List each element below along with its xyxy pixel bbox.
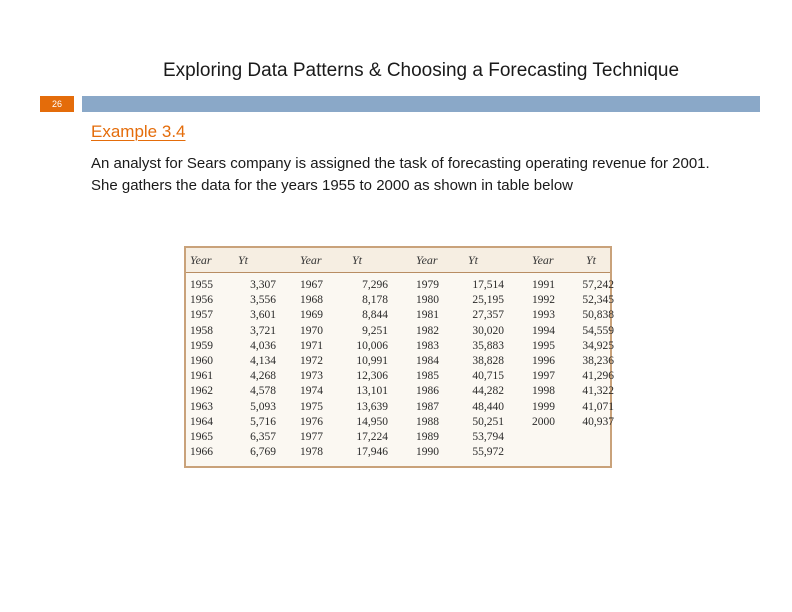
table-cell-value: 27,357 <box>472 309 504 322</box>
table-cell-value: 30,020 <box>472 324 504 337</box>
table-cell-year: 1998 <box>532 385 555 398</box>
revenue-data-table <box>184 246 612 468</box>
table-cell-value: 14,950 <box>356 415 388 428</box>
table-cell-value: 12,306 <box>356 370 388 383</box>
header-year: Year <box>300 253 322 267</box>
table-cell-year: 1994 <box>532 324 555 337</box>
table-cell-year: 1974 <box>300 385 323 398</box>
table-cell-value: 4,578 <box>250 385 276 398</box>
table-cell-year: 1972 <box>300 355 323 367</box>
table-cell-year: 1982 <box>416 324 439 337</box>
table-cell-value: 5,093 <box>250 400 276 413</box>
table-cell-value: 57,242 <box>582 279 614 291</box>
table-cell-year: 1991 <box>532 279 555 291</box>
table-cell-value: 25,195 <box>472 294 504 307</box>
table-cell-year: 1977 <box>300 431 323 443</box>
table-cell-year: 1983 <box>416 339 439 352</box>
header-value: Yt <box>468 253 479 267</box>
table-cell-value: 55,972 <box>472 446 504 459</box>
table-cell-year: 1984 <box>416 355 439 367</box>
table-cell-year: 1956 <box>190 294 213 307</box>
table-cell-year: 1966 <box>190 446 213 459</box>
table-cell-year: 1973 <box>300 370 323 383</box>
table-cell-value: 34,925 <box>582 339 614 352</box>
table-cell-value: 38,236 <box>582 355 614 367</box>
table-cell-year: 1988 <box>416 415 439 428</box>
table-cell-year: 1986 <box>416 385 439 398</box>
table-cell-year: 1962 <box>190 385 213 398</box>
table-cell-year: 2000 <box>532 415 555 428</box>
header-value: Yt <box>238 253 249 267</box>
table-cell-year: 1960 <box>190 355 213 367</box>
table-cell-value: 38,828 <box>472 355 504 367</box>
table-cell-year: 1981 <box>416 309 439 322</box>
table-cell-value: 41,296 <box>582 370 614 383</box>
table-cell-year: 1971 <box>300 339 323 352</box>
table-cell-year: 1989 <box>416 431 439 443</box>
table-cell-value: 40,937 <box>582 415 614 428</box>
table-cell-year: 1985 <box>416 370 439 383</box>
table-cell-year: 1964 <box>190 415 213 428</box>
table-cell-year: 1975 <box>300 400 323 413</box>
table-cell-value: 41,322 <box>582 385 614 398</box>
table-cell-value: 41,071 <box>582 400 614 413</box>
table-cell-year: 1955 <box>190 279 213 291</box>
header-year: Year <box>416 253 438 267</box>
title-bar <box>0 96 760 112</box>
table-cell-value: 17,224 <box>356 431 388 443</box>
table-cell-value: 53,794 <box>472 431 504 443</box>
table-cell-value: 8,844 <box>362 309 388 322</box>
table-cell-value: 35,883 <box>472 339 504 352</box>
table-cell-value: 4,036 <box>250 339 276 352</box>
table-cell-year: 1978 <box>300 446 323 459</box>
table-cell-year: 1968 <box>300 294 323 307</box>
table-cell-value: 4,134 <box>250 355 276 367</box>
table-cell-year: 1961 <box>190 370 213 383</box>
table-cell-year: 1990 <box>416 446 439 459</box>
table-cell-year: 1969 <box>300 309 323 322</box>
table-cell-value: 3,556 <box>250 294 276 307</box>
body-paragraph: An analyst for Sears company is assigned the task of forecasting operating revenue for 2001. She gathers the data for the years 1955 to 2000 as shown in table below <box>91 155 710 194</box>
table-cell-value: 13,101 <box>356 385 388 398</box>
title-bar-divider <box>82 96 760 112</box>
table-cell-year: 1993 <box>532 309 555 322</box>
table-cell-value: 10,991 <box>356 355 388 367</box>
table-cell-year: 1976 <box>300 415 323 428</box>
table-cell-value: 7,296 <box>362 279 388 291</box>
page-number: 26 <box>40 96 74 112</box>
header-value: Yt <box>586 253 597 267</box>
table-cell-year: 1959 <box>190 339 213 352</box>
slide-title: Exploring Data Patterns & Choosing a Forecasting Technique <box>162 60 680 81</box>
table-cell-year: 1999 <box>532 400 555 413</box>
table-cell-value: 40,715 <box>472 370 504 383</box>
table-cell-year: 1963 <box>190 400 213 413</box>
table-cell-value: 54,559 <box>582 324 614 337</box>
table-cell-value: 50,251 <box>472 415 504 428</box>
table-cell-value: 48,440 <box>472 400 504 413</box>
table-cell-value: 17,514 <box>472 279 504 291</box>
example-heading: Example 3.4 <box>91 122 186 141</box>
table-cell-year: 1997 <box>532 370 555 383</box>
table-cell-year: 1980 <box>416 294 439 307</box>
table-cell-value: 52,345 <box>582 294 614 307</box>
table-cell-year: 1992 <box>532 294 555 307</box>
table-cell-value: 44,282 <box>472 385 504 398</box>
table-cell-value: 4,268 <box>250 370 276 383</box>
table-cell-year: 1995 <box>532 339 555 352</box>
table-cell-value: 50,838 <box>582 309 614 322</box>
table-cell-value: 3,721 <box>250 324 276 337</box>
table-cell-year: 1970 <box>300 324 323 337</box>
table-cell-year: 1958 <box>190 324 213 337</box>
table-cell-value: 17,946 <box>356 446 388 459</box>
table-cell-value: 5,716 <box>250 415 276 428</box>
table-cell-year: 1965 <box>190 431 213 443</box>
table-cell-value: 6,357 <box>250 431 276 443</box>
table-cell-year: 1979 <box>416 279 439 291</box>
table-cell-value: 9,251 <box>362 324 388 337</box>
table-cell-value: 6,769 <box>250 446 276 459</box>
header-value: Yt <box>352 253 363 267</box>
table-header-row <box>186 248 610 273</box>
table-cell-value: 3,307 <box>250 279 276 291</box>
table-cell-value: 8,178 <box>362 294 388 307</box>
table-cell-year: 1957 <box>190 309 213 322</box>
table-cell-year: 1996 <box>532 355 555 367</box>
header-year: Year <box>190 253 212 267</box>
table-cell-year: 1967 <box>300 279 323 291</box>
table-cell-value: 10,006 <box>356 339 388 352</box>
table-cell-value: 13,639 <box>356 400 388 413</box>
table-cell-value: 3,601 <box>250 309 276 322</box>
header-year: Year <box>532 253 554 267</box>
table-cell-year: 1987 <box>416 400 439 413</box>
